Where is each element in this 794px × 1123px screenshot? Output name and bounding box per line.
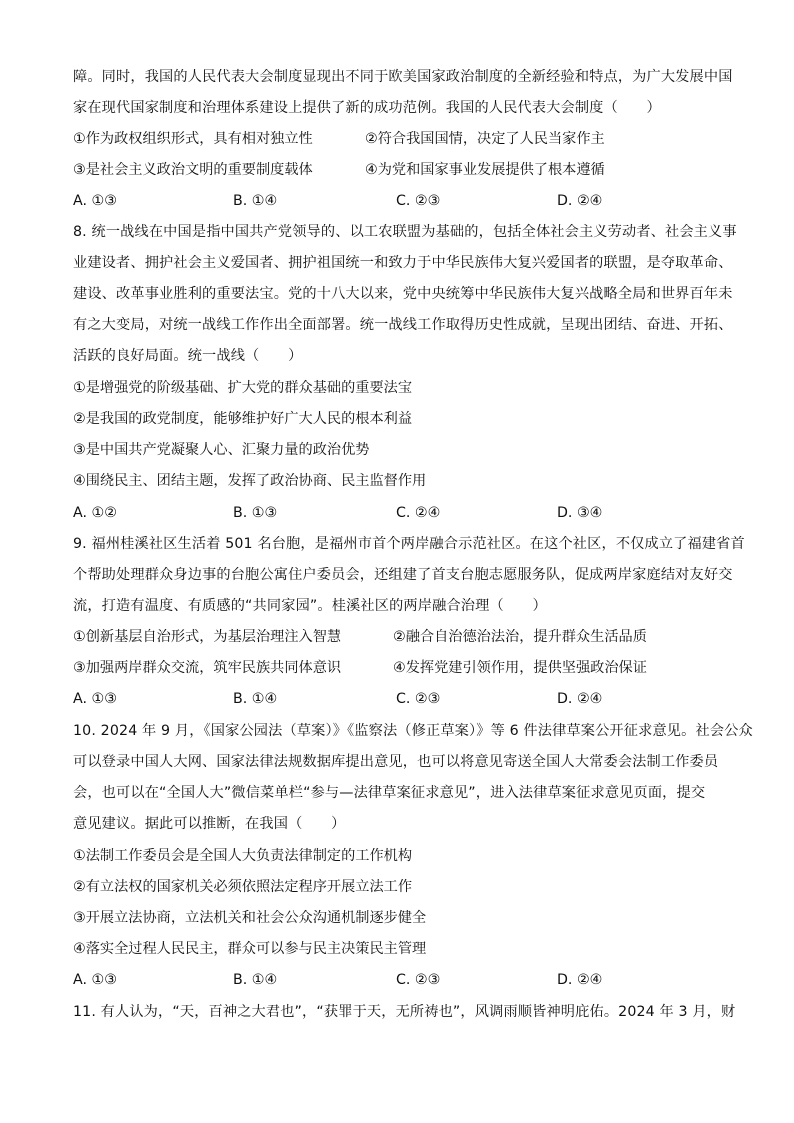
q8-choice-c: C. ②④ — [396, 505, 441, 521]
q7-item-2: ②符合我国国情，决定了人民当家作主 — [365, 131, 605, 147]
q9-choice-a: A. ①③ — [73, 691, 117, 707]
q7-item-3: ③是社会主义政治文明的重要制度载体 — [73, 162, 313, 178]
q8-stem-line: 活跃的良好局面。统一战线（ ） — [73, 348, 303, 364]
q8-item-3: ③是中国共产党凝聚人心、汇聚力量的政治优势 — [73, 442, 370, 458]
q11-stem-line: 11. 有人认为，“天，百神之大君也”，“获罪于天，无所祷也”，风调雨顺皆神明庇佑。2024 年 3 月，财 — [73, 1004, 736, 1020]
q7-item-4: ④为党和国家事业发展提供了根本遵循 — [365, 162, 605, 178]
q9-stem-line: 9. 福州桂溪社区生活着 501 名台胞，是福州市首个两岸融合示范社区。在这个社区，不仅成立了福建省首 — [73, 536, 745, 552]
q10-stem-line: 10. 2024 年 9 月，《国家公园法（草案）》《监察法（修正草案）》等 6 件法律草案公开征求意见。社会公众 — [73, 723, 753, 739]
q8-stem-line: 8. 统一战线在中国是指中国共产党领导的、以工农联盟为基础的，包括全体社会主义劳动者、社会主义事 — [73, 224, 737, 240]
q10-stem-line: 意见建议。据此可以推断，在我国（ ） — [73, 816, 346, 832]
q7-choice-a: A. ①③ — [73, 193, 117, 209]
q8-choice-d: D. ③④ — [557, 505, 603, 521]
q7-stem-line: 家在现代国家制度和治理体系建设上提供了新的成功范例。我国的人民代表大会制度（ ） — [73, 100, 661, 116]
q9-choice-b: B. ①④ — [233, 691, 278, 707]
q9-item-3: ③加强两岸群众交流，筑牢民族共同体意识 — [73, 660, 342, 676]
q9-item-1: ①创新基层自治形式，为基层治理注入智慧 — [73, 629, 342, 645]
q8-choice-b: B. ①③ — [233, 505, 278, 521]
q9-stem-line: 个帮助处理群众身边事的台胞公寓住户委员会，还组建了首支台胞志愿服务队，促成两岸家庭结对友好交 — [73, 567, 733, 583]
q8-choice-a: A. ①② — [73, 505, 117, 521]
q8-item-2: ②是我国的政党制度，能够维护好广大人民的根本利益 — [73, 411, 413, 427]
q8-stem-line: 有之大变局，对统一战线工作作出全面部署。统一战线工作取得历史性成就，呈现出团结、奋进、开拓、 — [73, 317, 733, 333]
q10-stem-line: 会，也可以在“全国人大”微信菜单栏“参与—法律草案征求意见”，进入法律草案征求意见页面，提交 — [73, 785, 706, 801]
q7-choice-b: B. ①④ — [233, 193, 278, 209]
q10-item-2: ②有立法权的国家机关必须依照法定程序开展立法工作 — [73, 879, 413, 895]
q7-stem-line: 障。同时，我国的人民代表大会制度显现出不同于欧美国家政治制度的全新经验和特点，为广大发展中国 — [73, 69, 733, 85]
q10-choice-c: C. ②③ — [396, 972, 441, 988]
q10-stem-line: 可以登录中国人大网、国家法律法规数据库提出意见，也可以将意见寄送全国人大常委会法制工作委员 — [73, 754, 719, 770]
q9-choice-d: D. ②④ — [557, 691, 603, 707]
q8-stem-line: 业建设者、拥护社会主义爱国者、拥护祖国统一和致力于中华民族伟大复兴爱国者的联盟，是夺取革命、 — [73, 255, 733, 271]
q9-stem-line: 流，打造有温度、有质感的“共同家园”。桂溪社区的两岸融合治理（ ） — [73, 598, 547, 614]
q9-item-4: ④发挥党建引领作用，提供坚强政治保证 — [393, 660, 647, 676]
q7-choice-d: D. ②④ — [557, 193, 603, 209]
q8-item-4: ④围绕民主、团结主题，发挥了政治协商、民主监督作用 — [73, 473, 427, 489]
q10-choice-a: A. ①③ — [73, 972, 117, 988]
q10-item-3: ③开展立法协商，立法机关和社会公众沟通机制逐步健全 — [73, 910, 427, 926]
q9-choice-c: C. ②③ — [396, 691, 441, 707]
q7-choice-c: C. ②③ — [396, 193, 441, 209]
q10-choice-d: D. ②④ — [557, 972, 603, 988]
q10-choice-b: B. ①④ — [233, 972, 278, 988]
q8-stem-line: 建设、改革事业胜利的重要法宝。党的十八大以来，党中央统筹中华民族伟大复兴战略全局和世界百年未 — [73, 286, 733, 302]
q10-item-4: ④落实全过程人民民主，群众可以参与民主决策民主管理 — [73, 941, 427, 957]
q9-item-2: ②融合自治德治法治，提升群众生活品质 — [393, 629, 647, 645]
q7-item-1: ①作为政权组织形式，具有相对独立性 — [73, 131, 313, 147]
q8-item-1: ①是增强党的阶级基础、扩大党的群众基础的重要法宝 — [73, 380, 413, 396]
q10-item-1: ①法制工作委员会是全国人大负责法律制定的工作机构 — [73, 848, 413, 864]
